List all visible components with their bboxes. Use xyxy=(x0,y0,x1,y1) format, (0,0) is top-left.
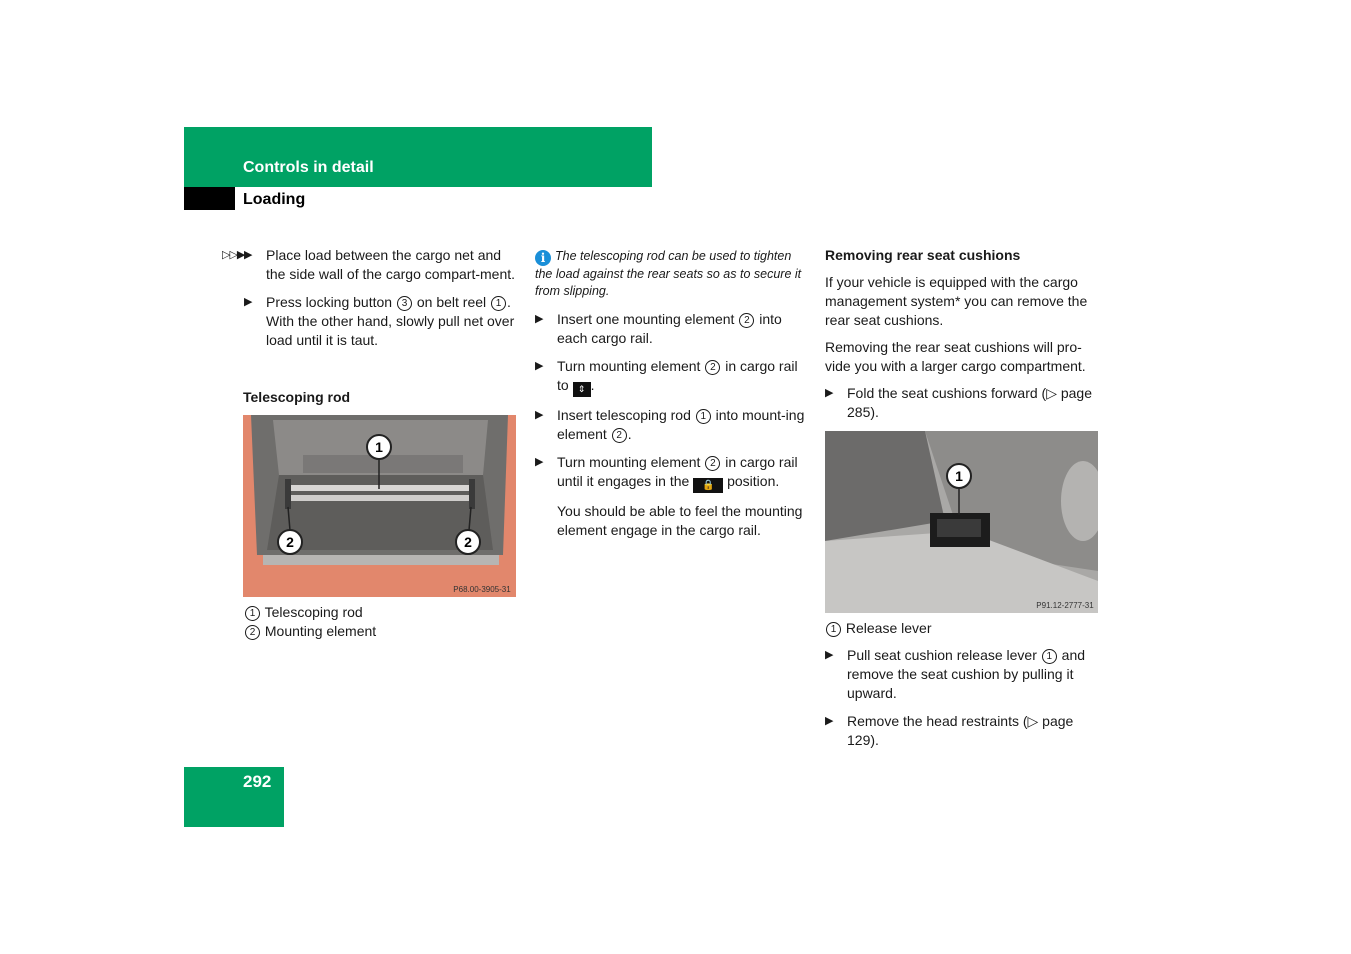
photo-callout-label: 2 xyxy=(286,534,294,550)
release-lever-photo xyxy=(825,431,1098,613)
bullet-arrow-icon: ▶ xyxy=(244,296,253,308)
photo-code: P91.12-2777-31 xyxy=(1036,601,1094,610)
page-number: 292 xyxy=(243,772,272,791)
lock-symbol-icon: 🔒 xyxy=(693,478,723,493)
bullet-arrow-icon: ▶ xyxy=(825,715,834,727)
bullet-arrow-icon: ▶ xyxy=(244,249,253,261)
mounting-feel-paragraph: You should be able to feel the mounting element engage in the cargo rail. xyxy=(557,503,803,538)
bullet-arrow-icon: ▶ xyxy=(825,387,834,399)
photo-callout-label: 2 xyxy=(464,534,472,550)
bullet-arrow-icon: ▶ xyxy=(535,456,544,468)
bullet-press-locking: ▶ Press locking button 3 on belt reel 1 . With the other hand, slowly pull net over load until it is taut. xyxy=(244,294,515,348)
callout-number: 3 xyxy=(397,296,412,311)
column-1 xyxy=(222,246,516,359)
header-tab-marker xyxy=(184,187,235,210)
callout-number: 1 xyxy=(491,296,506,311)
heading-removing-seat: Removing rear seat cushions xyxy=(825,247,1021,263)
info-icon: i xyxy=(535,250,551,266)
legend-item: 2 Mounting element xyxy=(244,622,516,641)
photo-callout-label: 1 xyxy=(375,439,383,455)
bullet-turn-mounting: ▶ Turn mounting element 2 in cargo rail to ⇕ . xyxy=(535,357,807,397)
header-band xyxy=(184,127,652,187)
bullet-text: Place load between the cargo net and the side wall of the cargo compart-ment. xyxy=(266,247,516,282)
bullet-arrow-icon: ▶ xyxy=(535,360,544,372)
bullet-arrow-icon: ▶ xyxy=(535,409,544,421)
legend-telescoping xyxy=(244,603,516,641)
bullet-place-load xyxy=(222,246,516,284)
heading-telescoping-rod: Telescoping rod xyxy=(243,389,351,405)
bullet-insert-rod: ▶ Insert telescoping rod 1 into mount-ing element 2 . xyxy=(535,407,805,442)
column-2 xyxy=(535,248,807,540)
bullet-arrow-icon: ▶ xyxy=(825,649,834,661)
paragraph-cargo-system: If your vehicle is equipped with the cargo management system* you can remove the rear seat cushions. xyxy=(825,274,1088,328)
legend-item: 1 Release lever xyxy=(825,619,1101,638)
paragraph-larger-compartment: Removing the rear seat cushions will pro-vide you with a larger cargo compartment. xyxy=(825,339,1086,374)
telescoping-rod-photo xyxy=(243,415,516,597)
info-note: i The telescoping rod can be used to tighten the load against the rear seats so as to secure it from slipping. xyxy=(535,249,802,298)
subsection-title: Loading xyxy=(243,191,306,208)
bullet-pull-lever: ▶ Pull seat cushion release lever 1 and remove the seat cushion by pulling it upward. xyxy=(825,647,1086,701)
bullet-remove-head-restraints: ▶ Remove the head restraints (▷ page 129). xyxy=(825,713,1074,748)
bullet-fold-seat: ▶ Fold the seat cushions forward (▷ page 285). xyxy=(825,385,1093,420)
photo-callout-label: 1 xyxy=(955,468,963,484)
bullet-arrow-icon: ▶ xyxy=(535,313,544,325)
section-title: Controls in detail xyxy=(243,159,374,176)
column-3-lower xyxy=(825,619,1101,759)
bullet-insert-mounting: ▶ Insert one mounting element 2 into each cargo rail. xyxy=(535,311,782,346)
column-3 xyxy=(825,246,1101,431)
continued-marker: ▷▷▶ xyxy=(222,249,245,261)
unlock-symbol-icon: ⇕ xyxy=(573,382,591,397)
legend-item: 1 Telescoping rod xyxy=(244,603,516,622)
bullet-turn-engage: ▶ Turn mounting element 2 in cargo rail until it engages in the 🔒 position. xyxy=(535,454,798,491)
photo-code: P68.00-3905-31 xyxy=(453,585,511,594)
